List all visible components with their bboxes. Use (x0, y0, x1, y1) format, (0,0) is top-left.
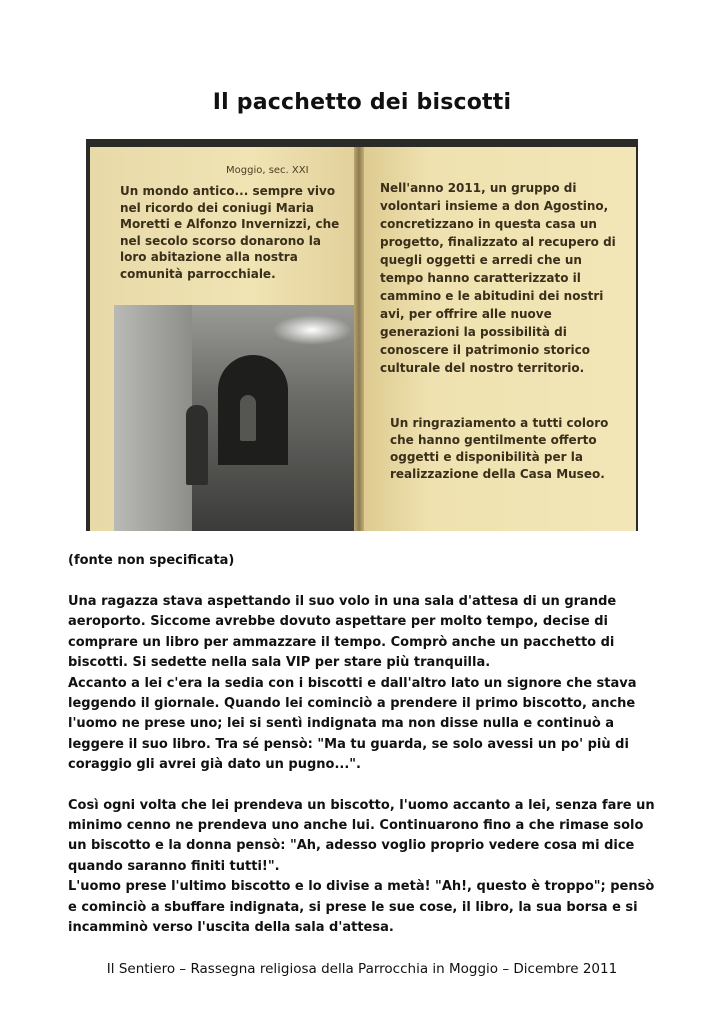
lamp-glare (272, 315, 352, 345)
paragraph: L'uomo prese l'ultimo biscotto e lo divise a metà! "Ah!, questo è troppo"; pensò e cominciò a sbuffare indignata, si prese le sue cose, il libro, la sua borsa e si incamminò verso l'uscita della sala d'attesa. (68, 879, 655, 936)
photo-person-child (240, 395, 256, 441)
page-footer: Il Sentiero – Rassegna religiosa della Parrocchia in Moggio – Dicembre 2011 (106, 961, 618, 977)
source-note: (fonte non specificata) (68, 553, 235, 568)
book-spine (354, 147, 364, 531)
book-left-text: Un mondo antico... sempre vivo nel ricordo dei coniugi Maria Moretti e Alfonzo Invernizzi, che nel secolo scorso donarono la loro abitazione alla nostra comunità parrocchiale. (120, 184, 340, 281)
photo-person-man (186, 405, 208, 485)
book-right-text: Nell'anno 2011, un gruppo di volontari insieme a don Agostino, concretizzano in questa casa un progetto, finalizzato al recupero di quegli oggetti e arredi che un tempo hanno caratterizzato il cammino e le abitudini dei nostri avi, per offrire alle nuove generazioni la possibilità di conoscere il patrimonio storico culturale del nostro territorio. (380, 181, 616, 375)
paragraph: Così ogni volta che lei prendeva un biscotto, l'uomo accanto a lei, senza fare un minimo cenno ne prendeva uno anche lui. Continuarono fino a che rimase solo un biscotto e la donna pensò: "Ah, adesso voglio proprio vedere cosa mi dice quando saranno finiti tutti!". (68, 797, 655, 874)
paragraph: Accanto a lei c'era la sedia con i biscotti e dall'altro lato un signore che stava leggendo il giornale. Quando lei cominciò a prendere il primo biscotto, anche l'uomo ne prese uno; lei si sentì indignata ma non disse nulla e continuò a leggere il suo libro. Tra sé pensò: "Ma tu guarda, se solo avessi un po' più di coraggio gli avrei già dato un pugno...". (68, 675, 637, 773)
story-text (68, 592, 660, 939)
book-right-text-thanks: Un ringraziamento a tutti coloro che hanno gentilmente offerto oggetti e disponibilità per la realizzazione della Casa Museo. (390, 416, 609, 481)
page-title: Il pacchetto dei biscotti (212, 90, 512, 115)
photo-wall (114, 305, 192, 531)
paragraph: Una ragazza stava aspettando il suo volo in una sala d'attesa di un grande aeroporto. Siccome avrebbe dovuto aspettare per molto tempo, decise di comprare un libro per ammazzare il tempo. Comprò anche un pacchetto di biscotti. Si sedette nella sala VIP per stare più tranquilla. (68, 594, 617, 671)
paragraph-gap (68, 776, 660, 796)
book-photo (86, 139, 638, 531)
book-caption: Moggio, sec. XXI (226, 165, 309, 176)
